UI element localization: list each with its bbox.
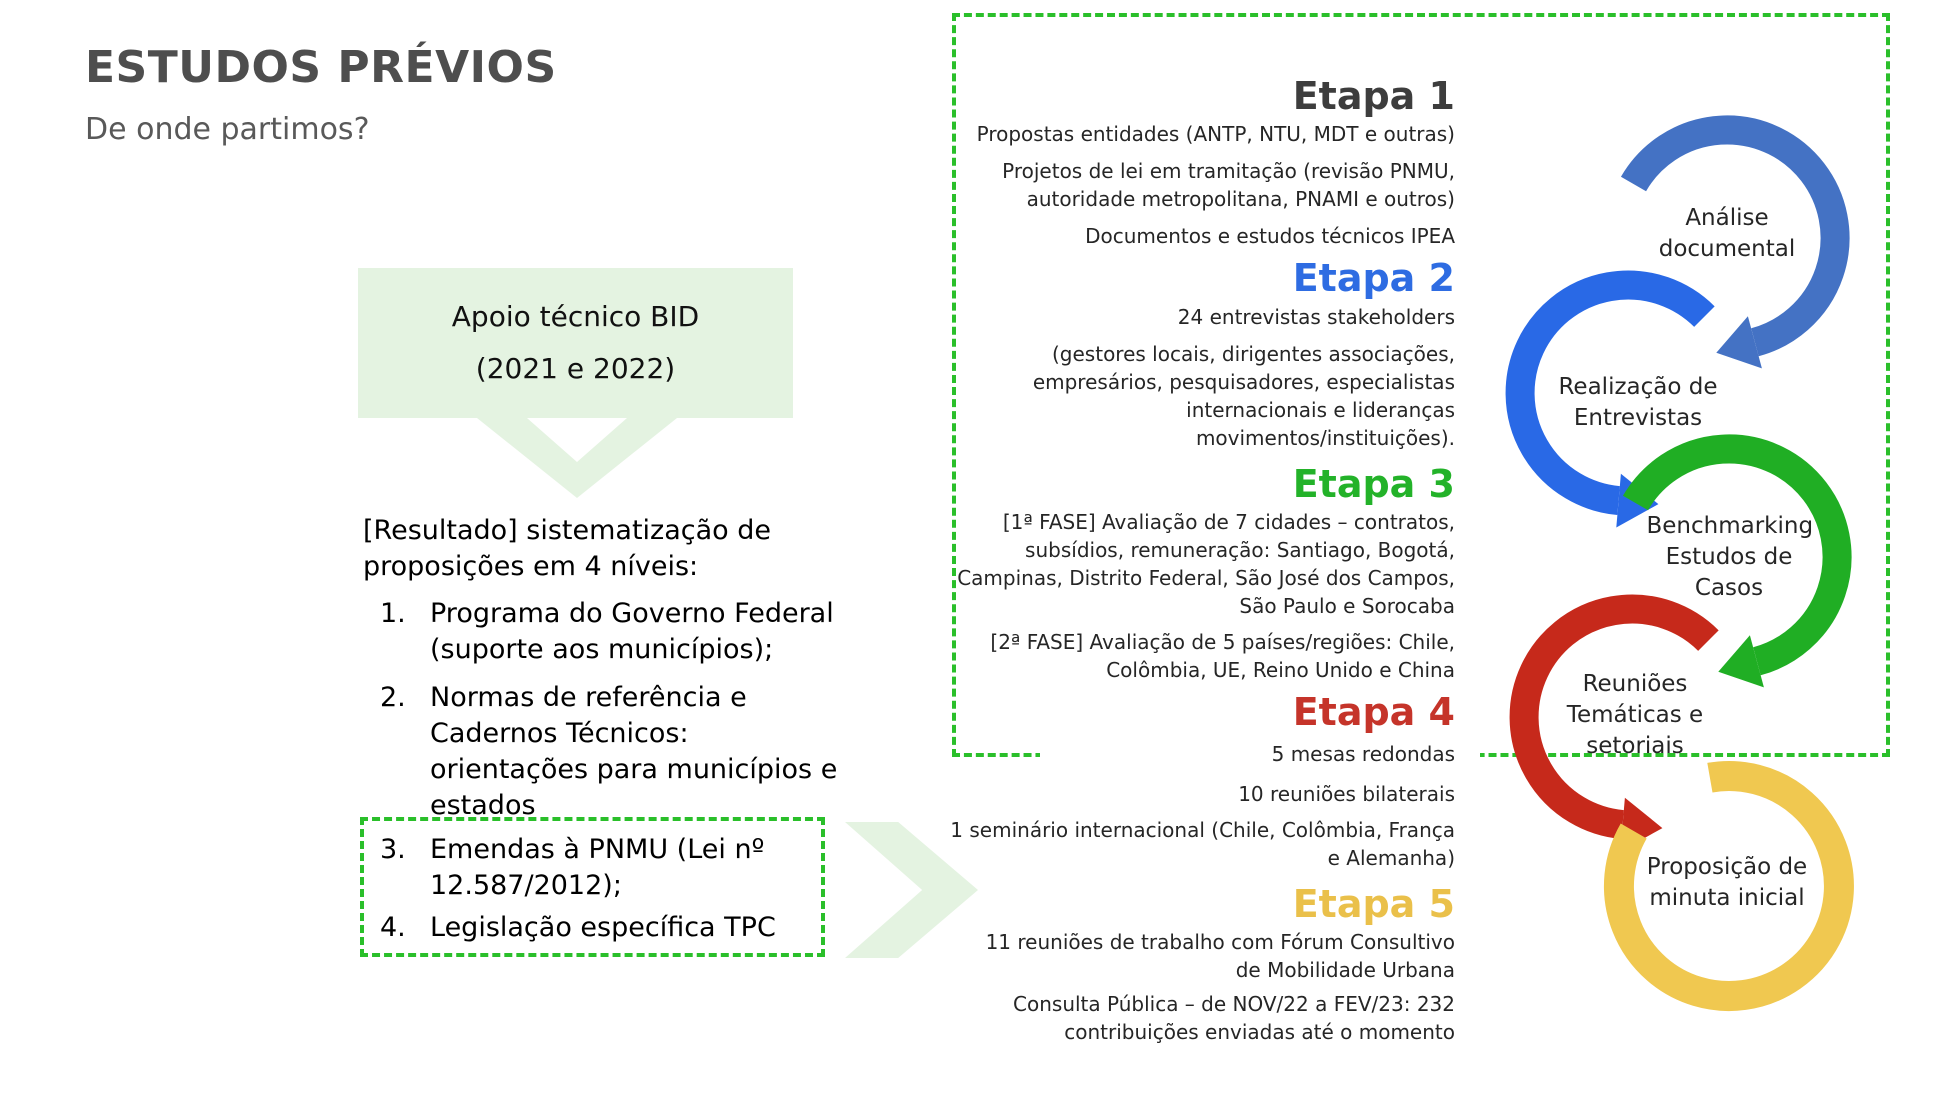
down-arrow-shape [477, 418, 677, 498]
etapa-1-heading: Etapa 1 [1292, 74, 1455, 118]
support-box [358, 268, 793, 418]
page-title: ESTUDOS PRÉVIOS [85, 42, 557, 93]
etapa-1-item-2: Projetos de lei em tramitação (revisão PNMU, autoridade metropolitana, PNAMI e outros) [1002, 159, 1455, 211]
etapa-5-heading: Etapa 5 [1292, 882, 1455, 926]
etapa-2-heading: Etapa 2 [1292, 256, 1455, 300]
list-item-2-number: 2. [380, 682, 406, 713]
list-item-3 [380, 832, 790, 904]
etapa-4-heading: Etapa 4 [1292, 690, 1455, 734]
list-item-3-number: 3. [380, 834, 406, 865]
list-item-1-text: Programa do Governo Federal (suporte aos municípios); [430, 598, 834, 665]
cycle-step-3-label: Benchmarking Estudos de Casos [1646, 513, 1814, 601]
list-item-4 [380, 910, 790, 946]
list-item-2 [380, 680, 850, 824]
etapa-4-item-2: 10 reuniões bilaterais [1238, 782, 1455, 806]
etapa-2-item-2: (gestores locais, dirigentes associações, empresários, pesquisadores, especialistas internacionais e lideranças movimentos/instituições). [1032, 342, 1455, 450]
cycle-step-5-label: Proposição de minuta inicial [1646, 854, 1808, 911]
cycle-step-2-label: Realização de Entrevistas [1558, 374, 1718, 431]
etapa-2-item-1: 24 entrevistas stakeholders [1177, 305, 1455, 329]
list-item-4-text: Legislação específica TPC [430, 912, 776, 943]
etapa-3-item-2: [2ª FASE] Avaliação de 5 países/regiões: Chile, Colômbia, UE, Reino Unido e China [990, 630, 1455, 682]
list-item-3-text: Emendas à PNMU (Lei nº 12.587/2012); [430, 834, 765, 901]
list-item-1 [380, 596, 850, 668]
etapa-5-item-2: Consulta Pública – de NOV/22 a FEV/23: 232 contribuições enviadas até o momento [1013, 992, 1455, 1044]
etapa-5-item-1: 11 reuniões de trabalho com Fórum Consultivo de Mobilidade Urbana [985, 930, 1455, 982]
etapa-1-item-3: Documentos e estudos técnicos IPEA [1085, 224, 1455, 248]
etapa-3-heading: Etapa 3 [1292, 462, 1455, 506]
cycle-step-4-label: Reuniões Temáticas e setoriais [1566, 671, 1704, 759]
etapa-4-item-1: 5 mesas redondas [1271, 742, 1455, 766]
list-item-1-number: 1. [380, 598, 406, 629]
etapa-3-item-1: [1ª FASE] Avaliação de 7 cidades – contratos, subsídios, remuneração: Santiago, Bogotá, Campinas, Distrito Federal, São José dos Campos, São Paulo e Sorocaba [957, 510, 1455, 618]
support-box-line1: Apoio técnico BID [451, 300, 700, 333]
page-subtitle: De onde partimos? [85, 112, 370, 147]
list-item-4-number: 4. [380, 912, 406, 943]
support-box-line2: (2021 e 2022) [475, 352, 676, 385]
etapa-4-item-3: 1 seminário internacional (Chile, Colômbia, França e Alemanha) [950, 818, 1455, 870]
result-heading: [Resultado] sistematização de proposições em 4 níveis: [363, 515, 772, 582]
etapa-1-item-1: Propostas entidades (ANTP, NTU, MDT e outras) [976, 122, 1455, 146]
list-item-2-text: Normas de referência e Cadernos Técnicos: orientações para municípios e estados [430, 682, 838, 821]
cycle-step-1-label: Análise documental [1658, 205, 1796, 262]
